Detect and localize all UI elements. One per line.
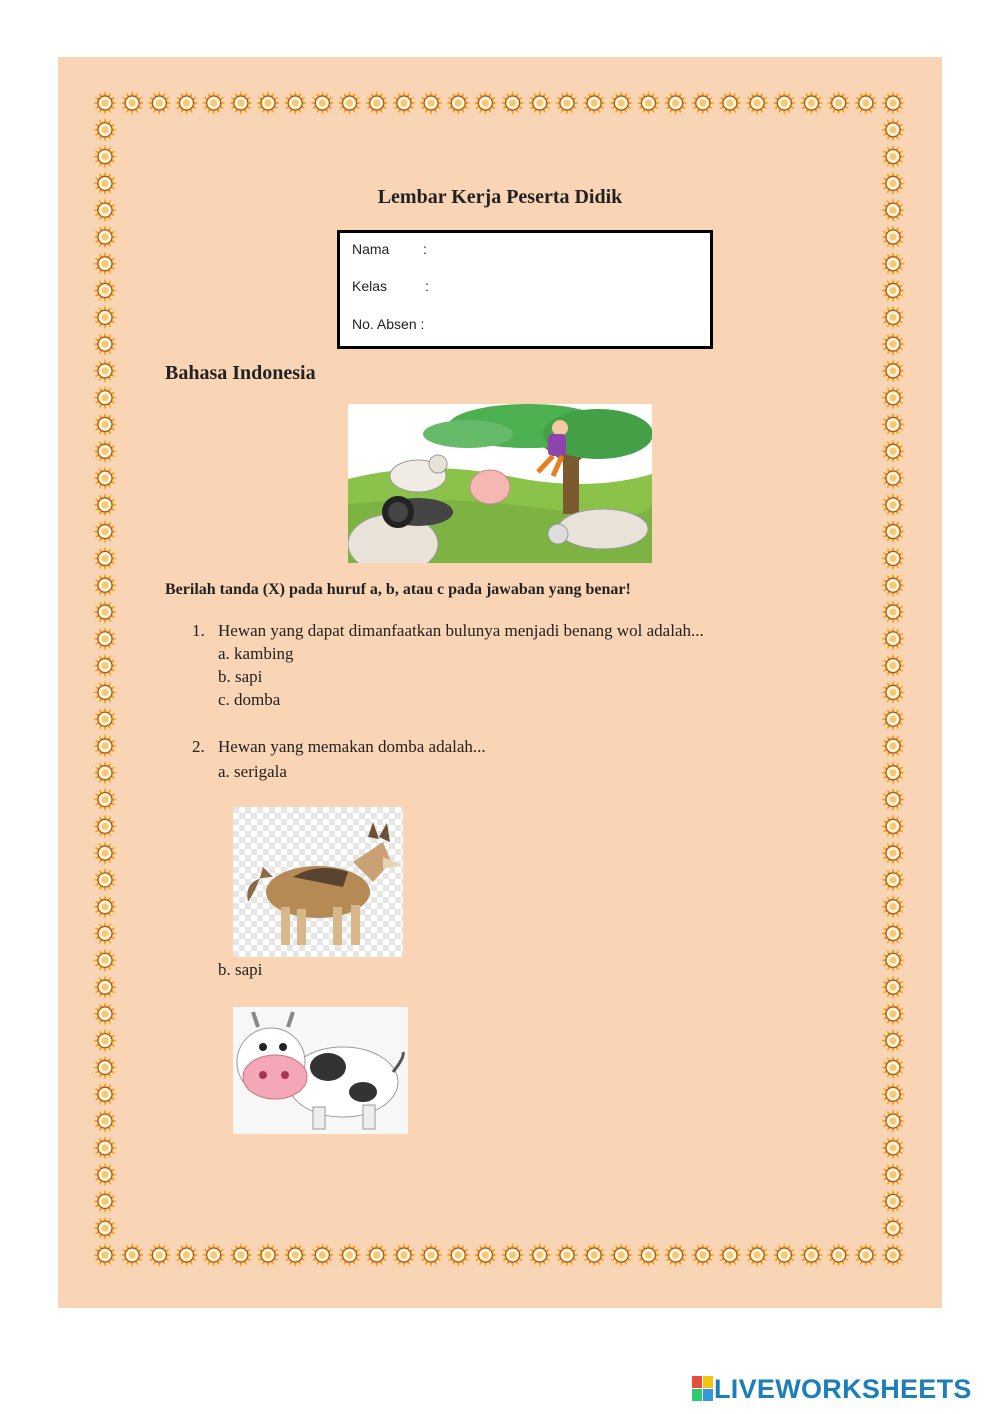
border-flower [881,707,905,731]
name-colon: : [423,241,427,257]
border-flower [283,1243,307,1267]
border-flower [881,386,905,410]
border-flower [147,1243,171,1267]
border-flower [446,1243,470,1267]
border-flower [93,1082,117,1106]
border-flower [93,573,117,597]
border-flower [827,1243,851,1267]
border-flower [582,1243,606,1267]
border-flower [473,91,497,115]
border-flower [881,412,905,436]
border-flower [93,1055,117,1079]
absen-row [352,316,424,332]
border-flower [555,1243,579,1267]
border-flower [120,1243,144,1267]
border-flower [93,734,117,758]
border-flower [93,332,117,356]
border-flower [93,145,117,169]
border-flower [93,627,117,651]
question-1-option-a[interactable]: a. kambing [218,644,294,663]
border-flower [881,1243,905,1267]
border-flower [664,91,688,115]
border-flower [881,91,905,115]
border-flower [881,1055,905,1079]
border-flower [881,439,905,463]
liveworksheets-icon [692,1376,714,1402]
question-number: 1. [192,621,205,640]
border-flower [256,1243,280,1267]
border-flower [338,1243,362,1267]
border-flower [93,305,117,329]
border-flower [881,279,905,303]
border-flower [881,1136,905,1160]
border-flower [881,546,905,570]
border-flower [881,145,905,169]
question-number: 2. [192,737,205,756]
border-flower [93,198,117,222]
border-flower [175,1243,199,1267]
border-flower [881,359,905,383]
border-flower [93,895,117,919]
border-flower [392,1243,416,1267]
question-2-option-a[interactable]: a. serigala [218,762,287,781]
border-flower [93,386,117,410]
border-flower [881,600,905,624]
border-flower [501,91,525,115]
border-flower [881,1189,905,1213]
border-flower [881,895,905,919]
border-flower [93,1002,117,1026]
border-flower [392,91,416,115]
border-flower [365,91,389,115]
border-flower [745,91,769,115]
border-flower [881,627,905,651]
border-flower [93,868,117,892]
border-flower [881,922,905,946]
border-flower [120,91,144,115]
border-flower [881,654,905,678]
border-flower [609,91,633,115]
border-flower [881,1216,905,1240]
border-flower [175,91,199,115]
question-1-option-b[interactable]: b. sapi [218,667,263,686]
liveworksheets-text: LIVEWORKSHEETS [714,1373,972,1404]
border-flower [365,1243,389,1267]
border-flower [881,198,905,222]
border-flower [881,1163,905,1187]
border-flower [93,520,117,544]
instruction-text: Berilah tanda (X) pada huruf a, b, atau c pada jawaban yang benar! [165,581,631,598]
border-flower [881,573,905,597]
border-flower [93,814,117,838]
border-flower [93,1136,117,1160]
liveworksheets-logo [692,1373,972,1405]
border-flower [93,1029,117,1053]
border-flower [881,118,905,142]
border-flower [93,546,117,570]
border-flower [93,1109,117,1133]
border-flower [229,1243,253,1267]
border-flower [93,91,117,115]
border-flower [419,91,443,115]
border-flower [881,975,905,999]
border-flower [881,466,905,490]
border-flower [338,91,362,115]
border-flower [93,600,117,624]
border-flower [528,1243,552,1267]
border-flower [528,91,552,115]
border-flower [582,91,606,115]
class-colon: : [425,278,429,294]
border-flower [93,171,117,195]
student-identity-box [337,230,713,349]
border-flower [93,788,117,812]
border-flower [854,91,878,115]
border-flower [881,1002,905,1026]
border-flower [691,1243,715,1267]
border-flower [745,1243,769,1267]
border-flower [772,91,796,115]
border-flower [881,868,905,892]
border-flower [93,1163,117,1187]
border-flower [93,707,117,731]
border-flower [93,439,117,463]
border-flower [854,1243,878,1267]
border-flower [691,91,715,115]
question-2-option-b[interactable]: b. sapi [218,960,263,979]
border-flower [93,1243,117,1267]
border-flower [881,948,905,972]
border-flower [93,1189,117,1213]
border-flower [881,520,905,544]
border-flower [93,680,117,704]
border-flower [202,1243,226,1267]
border-flower [93,279,117,303]
name-label: Nama [352,241,390,257]
border-flower [881,841,905,865]
border-flower [881,493,905,517]
absen-label: No. Absen : [352,316,425,332]
border-flower [881,171,905,195]
border-flower [147,91,171,115]
border-flower [93,466,117,490]
border-flower [93,493,117,517]
worksheet-title: Lembar Kerja Peserta Didik [377,186,623,208]
cow-picture [233,1007,408,1134]
border-flower [881,734,905,758]
border-flower [881,1109,905,1133]
border-flower [310,1243,334,1267]
border-flower [609,1243,633,1267]
subject-title: Bahasa Indonesia [165,362,316,384]
border-flower [881,332,905,356]
border-flower [881,305,905,329]
border-flower [93,252,117,276]
border-flower [881,225,905,249]
border-flower [881,761,905,785]
question-1-option-c[interactable]: c. domba [218,690,281,709]
border-flower [93,654,117,678]
border-flower [93,841,117,865]
border-flower [881,680,905,704]
border-flower [419,1243,443,1267]
border-flower [93,225,117,249]
border-flower [473,1243,497,1267]
border-flower [310,91,334,115]
question-text: Hewan yang dapat dimanfaatkan bulunya menjadi benang wol adalah... [218,621,704,640]
wolf-picture [233,807,403,957]
border-flower [229,91,253,115]
border-flower [772,1243,796,1267]
border-flower [881,788,905,812]
question-text: Hewan yang memakan domba adalah... [218,737,486,756]
border-flower [881,252,905,276]
border-flower [718,91,742,115]
border-flower [799,1243,823,1267]
border-flower [636,1243,660,1267]
border-flower [93,975,117,999]
border-flower [93,948,117,972]
border-flower [799,91,823,115]
border-flower [283,91,307,115]
class-label: Kelas [352,278,388,294]
name-row [352,241,427,257]
border-flower [93,1216,117,1240]
border-flower [202,91,226,115]
border-flower [881,1082,905,1106]
border-flower [827,91,851,115]
border-flower [636,91,660,115]
border-flower [501,1243,525,1267]
border-flower [93,359,117,383]
border-flower [881,1029,905,1053]
border-flower [93,118,117,142]
border-flower [555,91,579,115]
border-flower [93,412,117,436]
border-flower [256,91,280,115]
border-flower [664,1243,688,1267]
border-flower [881,814,905,838]
farm-illustration [348,404,652,563]
border-flower [718,1243,742,1267]
class-row [352,278,429,294]
border-flower [446,91,470,115]
border-flower [93,922,117,946]
border-flower [93,761,117,785]
